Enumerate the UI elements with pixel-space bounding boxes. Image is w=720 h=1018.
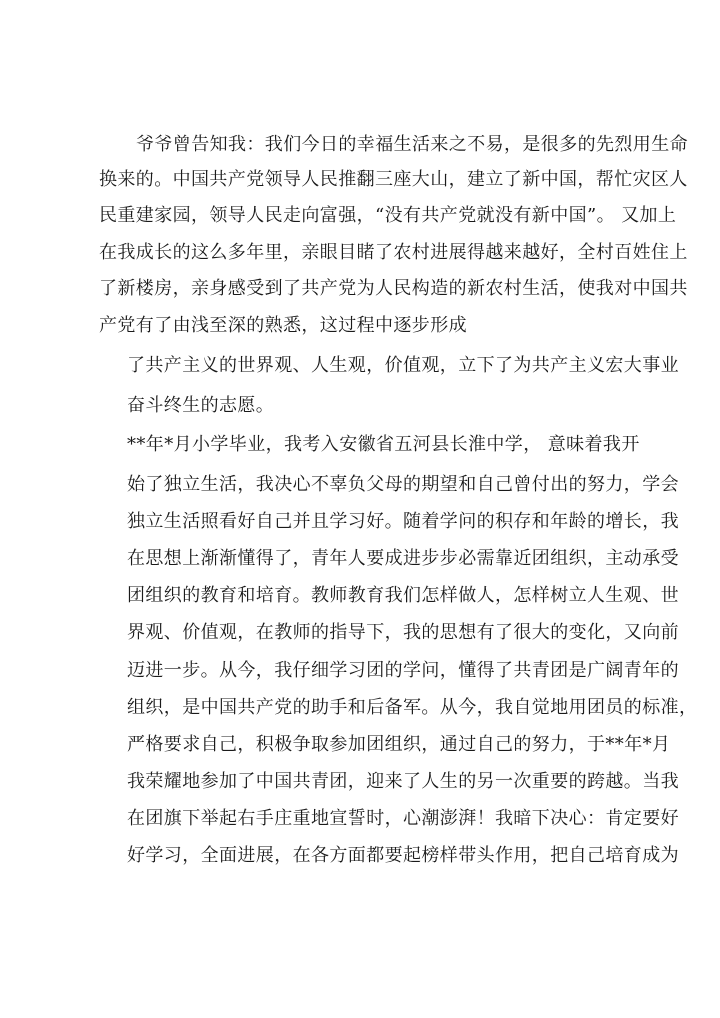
text-line: 奋斗终生的志愿。: [127, 395, 275, 416]
text-line: 在我成长的这么多年里，亲眼目睹了农村进展得越来越好，全村百姓住上: [99, 242, 688, 263]
text-line: 换来的。中国共产党领导人民推翻三座大山，建立了新中国，帮忙灾区人: [99, 169, 688, 190]
text-line: 团组织的教育和培育。教师教育我们怎样做人，怎样树立人生观、世: [127, 585, 679, 606]
text-line: 好学习，全面进展，在各方面都要起榜样带头作用，把自己培育成为: [127, 845, 679, 866]
text-line: 独立生活照看好自己并且学习好。随着学问的积存和年龄的增长，我: [127, 511, 679, 532]
text-line: 民重建家园，领导人民走向富强，“没有共产党就没有新中国”。 又加上: [99, 205, 677, 226]
text-line: 我荣耀地参加了中国共青团，迎来了人生的另一次重要的跨越。当我: [127, 771, 679, 792]
text-line: 组织，是中国共产党的助手和后备军。从今，我自觉地用团员的标准，: [127, 697, 698, 718]
text-line: 在思想上渐渐懂得了，青年人要成进步步必需靠近团组织，主动承受: [127, 548, 679, 569]
text-line: 界观、价值观，在教师的指导下，我的思想有了很大的变化，又向前: [127, 622, 679, 643]
text-line: 产党有了由浅至深的熟悉，这过程中逐步形成: [99, 315, 467, 336]
text-line: 在团旗下举起右手庄重地宣誓时，心潮澎湃！我暗下决心：肯定要好: [127, 808, 679, 829]
text-line: 迈进一步。从今，我仔细学习团的学问，懂得了共青团是广阔青年的: [127, 660, 679, 681]
text-line: 严格要求自己，积极争取参加团组织，通过自己的努力，于**年*月: [127, 734, 671, 755]
text-line: 了新楼房，亲身感受到了共产党为人民构造的新农村生活，使我对中国共: [99, 278, 688, 299]
text-line: 爷爷曾告知我：我们今日的幸福生活来之不易，是很多的先烈用生命: [136, 134, 688, 155]
text-line: 始了独立生活，我决心不辜负父母的期望和自己曾付出的努力，学会: [127, 474, 679, 495]
text-line: 了共产主义的世界观、人生观，价值观，立下了为共产主义宏大事业: [127, 355, 679, 376]
text-line: **年*月小学毕业，我考入安徽省五河县长淮中学， 意味着我开: [127, 434, 640, 455]
